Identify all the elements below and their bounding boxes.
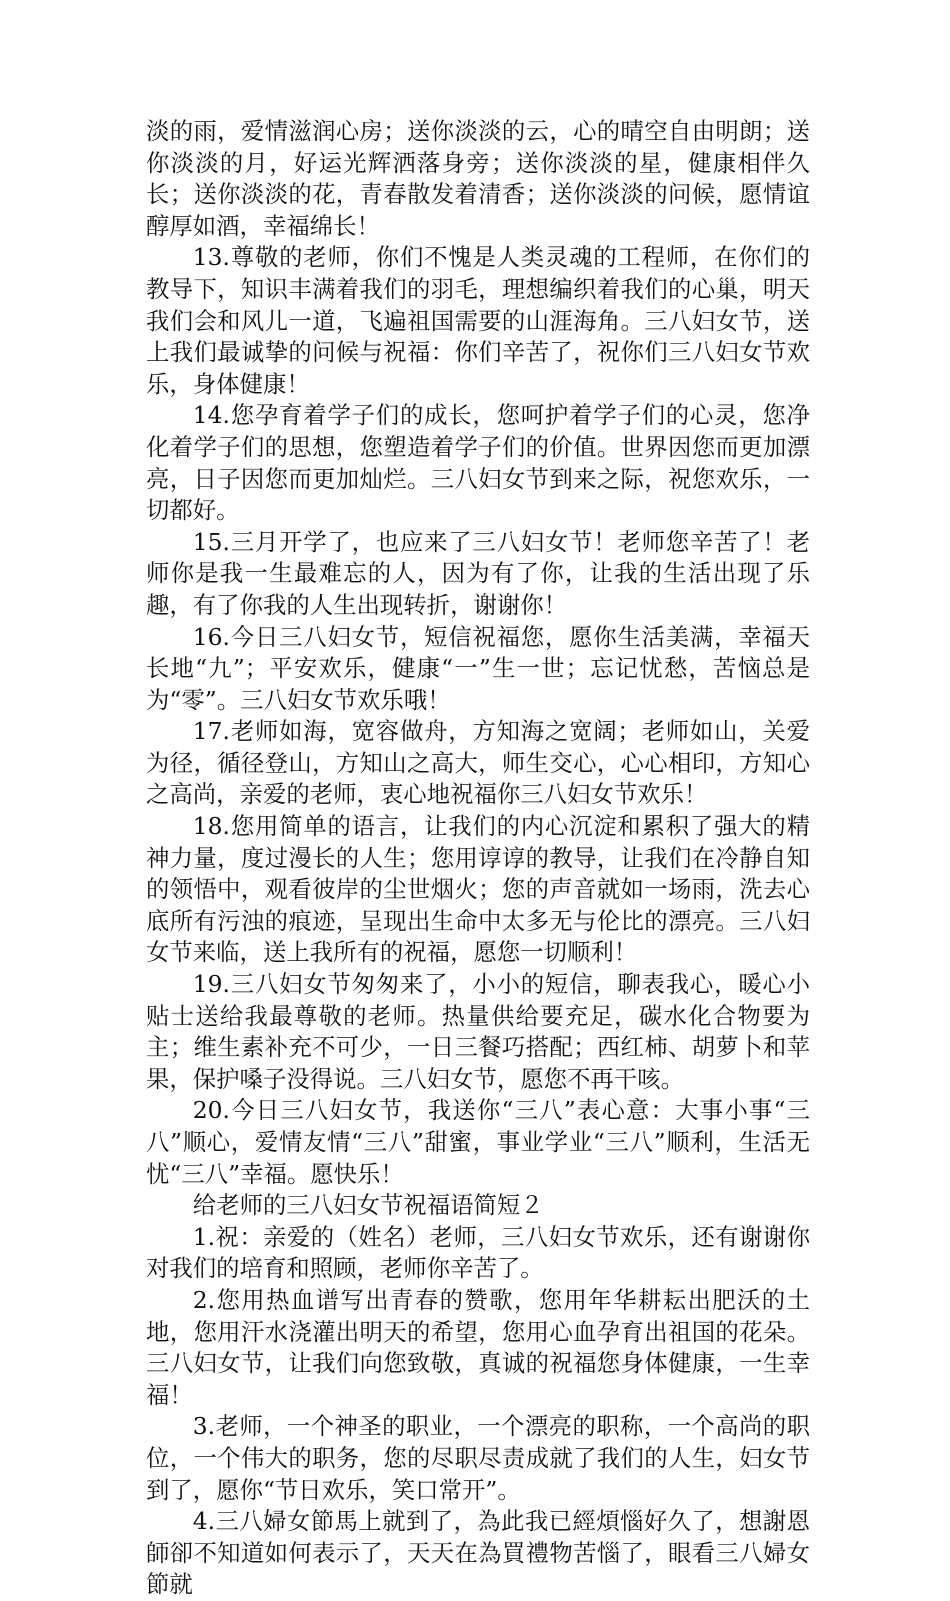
document-body xyxy=(146,116,810,1601)
paragraph-continuation: 淡的雨，爱情滋润心房；送你淡淡的云，心的晴空自由明朗；送你淡淡的月，好运光辉洒落身旁；送你淡淡的星，健康相伴久长；送你淡淡的花，青春散发着清香；送你淡淡的问候，愿情谊醇厚如酒，幸福绵长！ xyxy=(146,117,810,240)
paragraph-15: 15.三月开学了，也应来了三八妇女节！老师您辛苦了！老师你是我一生最难忘的人，因为有了你，让我的生活出现了乐趣，有了你我的人生出现转折，谢谢你！ xyxy=(146,527,810,619)
paragraph-20: 20.今日三八妇女节，我送你“三八”表心意：大事小事“三八”顺心，爱情友情“三八”甜蜜，事业学业“三八”顺利，生活无忧“三八”幸福。愿快乐！ xyxy=(146,1096,810,1188)
section-heading: 给老师的三八妇女节祝福语简短２ xyxy=(192,1191,544,1220)
paragraph-14: 14.您孕育着学子们的成长，您呵护着学子们的心灵，您净化着学子们的思想，您塑造着学子们的价值。世界因您而更加漂亮，日子因您而更加灿烂。三八妇女节到来之际，祝您欢乐，一切都好。 xyxy=(146,401,810,525)
paragraph-18: 18.您用简单的语言，让我们的内心沉淀和累积了强大的精神力量，度过漫长的人生；您用谆谆的教导，让我们在冷静自知的领悟中，观看彼岸的尘世烟火；您的声音就如一场雨，洗去心底所有污浊的痕迹，呈现出生命中太多无与伦比的漂亮。三八妇女节来临，送上我所有的祝福，愿您一切顺利！ xyxy=(146,812,810,967)
paragraph-16: 16.今日三八妇女节，短信祝福您，愿你生活美满，幸福天长地“九”；平安欢乐，健康“一”生一世；忘记忧愁，苦恼总是为“零”。三八妇女节欢乐哦！ xyxy=(146,622,810,714)
paragraph-2: 2.您用热血谱写出青春的赞歌，您用年华耕耘出肥沃的土地，您用汗水浇灌出明天的希望，您用心血孕育出祖国的花朵。三八妇女节，让我们向您致敬，真诚的祝福您身体健康，一生幸福！ xyxy=(146,1285,810,1409)
paragraph-4: 4.三八婦女節馬上就到了，為此我已經煩惱好久了，想謝恩師卻不知道如何表示了，天天在為買禮物苦惱了，眼看三八婦女節就 xyxy=(146,1507,810,1599)
paragraph-1: 1.祝：亲爱的（姓名）老师，三八妇女节欢乐，还有谢谢你对我们的培育和照顾，老师你辛苦了。 xyxy=(146,1222,810,1283)
paragraph-3: 3.老师，一个神圣的职业，一个漂亮的职称，一个高尚的职位，一个伟大的职务，您的尽职尽责成就了我们的人生，妇女节到了，愿你“节日欢乐，笑口常开”。 xyxy=(146,1412,810,1504)
paragraph-13: 13.尊敬的老师，你们不愧是人类灵魂的工程师，在你们的教导下，知识丰满着我们的羽毛，理想编织着我们的心巢，明天我们会和风儿一道，飞遍祖国需要的山涯海角。三八妇女节，送上我们最诚挚的问候与祝福：你们辛苦了，祝你们三八妇女节欢乐，身体健康！ xyxy=(146,243,810,398)
paragraph-19: 19.三八妇女节匆匆来了，小小的短信，聊表我心，暖心小贴士送给我最尊敬的老师。热量供给要充足，碳水化合物要为主；维生素补充不可少，一日三餐巧搭配；西红柿、胡萝卜和苹果，保护嗓子没得说。三八妇女节，愿您不再干咳。 xyxy=(146,970,810,1093)
paragraph-17: 17.老师如海，宽容做舟，方知海之宽阔；老师如山，关爱为径，循径登山，方知山之高大，师生交心，心心相印，方知心之高尚，亲爱的老师，衷心地祝福你三八妇女节欢乐！ xyxy=(146,717,810,809)
